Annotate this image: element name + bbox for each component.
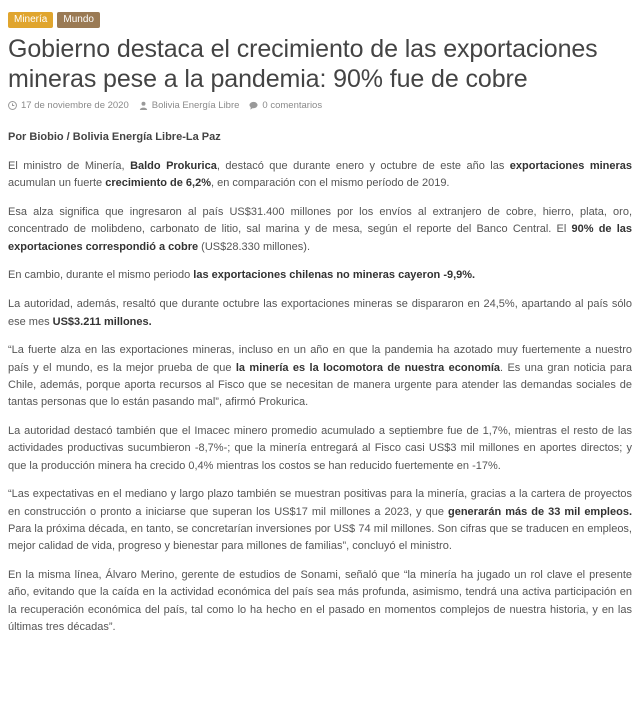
bold-text: US$3.211 millones. (52, 315, 152, 328)
paragraph-text: Para la próxima década, en tanto, se concretarían inversiones por US$ 74 mil millones. Son cifras que se traducen en empleos, mejor calidad de vida, progreso y bienestar para millones de familias”, concluyó el ministro. (8, 523, 632, 553)
article-paragraph (8, 204, 632, 256)
article-title: Gobierno destaca el crecimiento de las exportaciones mineras pese a la pandemia: 90% fue de cobre (8, 35, 598, 93)
author-text[interactable]: Bolivia Energía Libre (151, 100, 240, 111)
article-meta (8, 100, 632, 111)
meta-date (8, 100, 129, 111)
article-paragraph (8, 486, 632, 555)
bold-text: Baldo Prokurica (130, 160, 217, 172)
article-paragraph (8, 267, 632, 284)
comment-icon (249, 101, 258, 110)
paragraph-text: Esa alza significa que ingresaron al país US$31.400 millones por los envíos al extranjero de cobre, hierro, plata, oro, concentrado de molibdeno, carbonato de litio, sal marina y de mesa, según el reporte del Banco Central. El (8, 206, 632, 236)
article-paragraph (8, 296, 632, 331)
paragraph-text: La autoridad, además, resaltó que durante octubre las exportaciones mineras se dispararon en 24,5%, apartando al país sólo ese mes (8, 298, 632, 328)
paragraph-text: El ministro de Minería, (8, 160, 131, 172)
paragraph-text: En cambio, durante el mismo periodo (8, 269, 194, 282)
bold-text: generarán más de 33 mil empleos. (447, 505, 633, 518)
paragraph-text: , en comparación con el mismo período de 2019. (211, 177, 450, 190)
article-paragraph (8, 567, 632, 636)
paragraph-text: . Es una gran noticia para Chile, además, porque aporta recursos al Fisco que se necesitan de manera urgente para atender las demandas sociales de tantas personas que lo están pasando mal”, afirmó Prokurica. (8, 361, 632, 409)
bold-text: las exportaciones chilenas no mineras cayeron -9,9%. (193, 269, 476, 282)
date-text[interactable]: 17 de noviembre de 2020 (21, 100, 129, 111)
category-tags (8, 12, 632, 28)
paragraph-text: acumulan un fuerte (8, 177, 106, 190)
paragraph-text: “Las expectativas en el mediano y largo plazo también se muestran positivas para la minería, gracias a la cartera de proyectos en construcción o pronto a iniciarse que superan los US$17 mil millones a 2023, y que (8, 488, 632, 518)
comments-text[interactable]: 0 comentarios (262, 100, 323, 111)
paragraph-text: La autoridad destacó también que el Imacec minero promedio acumulado a septiembre fue de 1,7%, mientras el resto de las actividades productivas sucumbieron -8,7%-; que la minería entregará al Fisco casi US$3 mil millones en aportes directos; y que la producción minera ha crecido 0,4% mientras los costos se han reducido fuertemente en -17%. (8, 425, 632, 472)
meta-comments (249, 100, 322, 111)
bold-text: la minería es la locomotora de nuestra economía (235, 361, 501, 374)
article-paragraph (8, 342, 632, 411)
tag-mundo[interactable]: Mundo (57, 12, 100, 28)
bold-text: crecimiento de 6,2% (105, 177, 212, 190)
paragraph-text: , destacó que durante enero y octubre de este año las (216, 160, 510, 172)
paragraph-text: “La fuerte alza en las exportaciones mineras, incluso en un año en que la pandemia ha azotado muy fuertemente a nuestro país y el mundo, es la mejor prueba de que (8, 344, 632, 374)
bold-text: 90% de las exportaciones correspondió a cobre (8, 223, 633, 253)
bold-text: exportaciones mineras (509, 160, 633, 172)
paragraph-text: (US$28.330 millones). (198, 240, 311, 253)
paragraph-text: En la misma línea, Álvaro Merino, gerente de estudios de Sonami, señaló que “la minería ha jugado un rol clave el presente año, evitando que la caída en la actividad económica del país sea más profunda, asimismo, tendrá una activa participación en la recuperación económica del país, tal como lo ha hecho en el pasado en momentos complejos de nuestra historia, y en las últimas tres décadas”. (8, 569, 632, 634)
tag-mineria[interactable]: Minería (8, 12, 53, 28)
article-paragraph (8, 158, 632, 193)
article-byline: Por Biobio / Bolivia Energía Libre-La Paz (8, 131, 221, 143)
article-paragraph (8, 423, 632, 475)
clock-icon (8, 101, 17, 110)
meta-author (139, 100, 240, 111)
user-icon (139, 101, 148, 110)
article-body (8, 158, 632, 636)
